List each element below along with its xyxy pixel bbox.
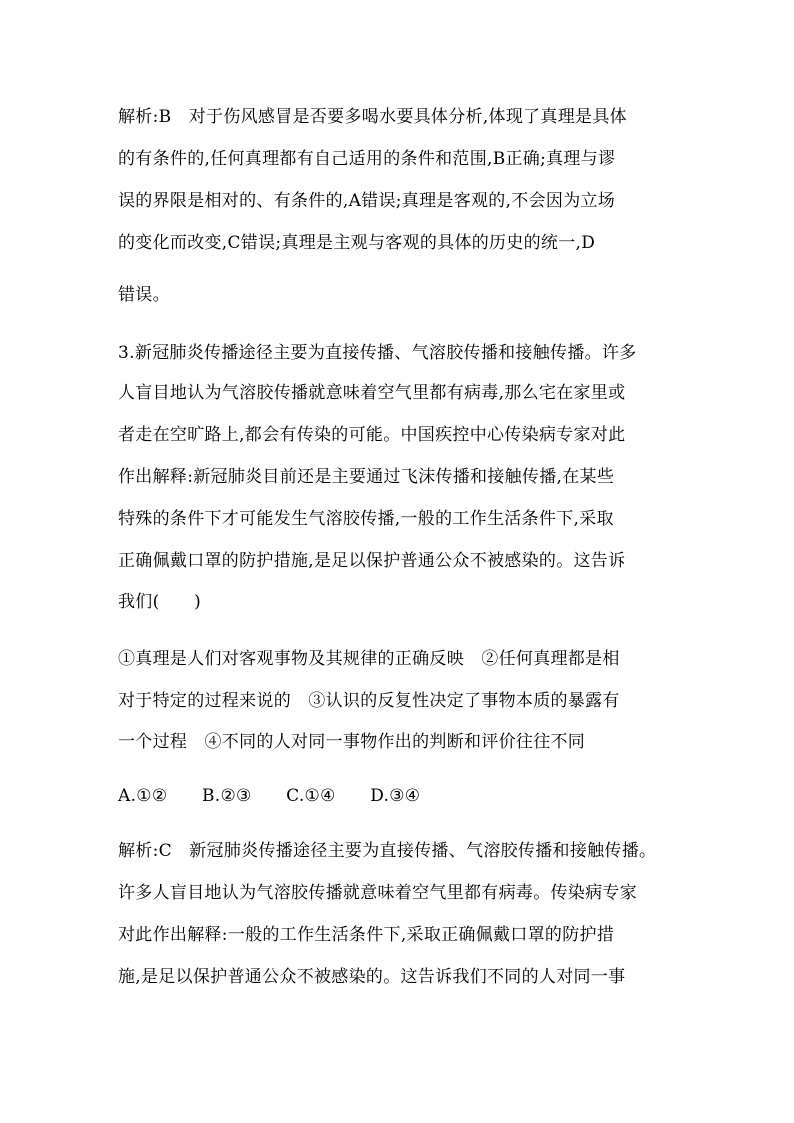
question-stem-line: 我们( )	[118, 592, 202, 612]
analysis-b-line: 解析:B 对于伤风感冒是否要多喝水要具体分析,体现了真理是具体	[118, 107, 627, 127]
statement-line: 一个过程 ④不同的人对同一事物作出的判断和评价往往不同	[118, 732, 586, 752]
question-stem-line: 者走在空旷路上,都会有传染的可能。中国疾控中心传染病专家对此	[118, 425, 626, 445]
analysis-b-line: 的有条件的,任何真理都有自己适用的条件和范围,B正确;真理与谬	[118, 149, 616, 169]
question-stem-line: 作出解释:新冠肺炎目前还是主要通过飞沫传播和接触传播,在某些	[118, 467, 615, 487]
analysis-b-line: 的变化而改变,C错误;真理是主观与客观的具体的历史的统一,D	[118, 233, 596, 253]
analysis-c-line: 解析:C 新冠肺炎传播途径主要为直接传播、气溶胶传播和接触传播。	[118, 841, 657, 861]
question-stem-line: 正确佩戴口罩的防护措施,是足以保护普通公众不被感染的。这告诉	[118, 551, 626, 571]
question-stem-line: 人盲目地认为气溶胶传播就意味着空气里都有病毒,那么宅在家里或	[118, 383, 626, 403]
analysis-b-line: 错误。	[118, 285, 170, 305]
statement-line: 对于特定的过程来说的 ③认识的反复性决定了事物本质的暴露有	[118, 691, 620, 711]
statement-line: ①真理是人们对客观事物及其规律的正确反映 ②任何真理都是相	[118, 649, 620, 669]
question-stem-line: 3.新冠肺炎传播途径主要为直接传播、气溶胶传播和接触传播。许多	[118, 343, 637, 363]
question-stem-line: 特殊的条件下才可能发生气溶胶传播,一般的工作生活条件下,采取	[118, 509, 614, 529]
answer-options: A.①② B.②③ C.①④ D.③④	[118, 786, 421, 806]
analysis-c-line: 施,是足以保护普通公众不被感染的。这告诉我们不同的人对同一事	[118, 967, 626, 987]
analysis-b-line: 误的界限是相对的、有条件的,A错误;真理是客观的,不会因为立场	[118, 191, 616, 211]
analysis-c-line: 对此作出解释:一般的工作生活条件下,采取正确佩戴口罩的防护措	[118, 925, 615, 945]
analysis-c-line: 许多人盲目地认为气溶胶传播就意味着空气里都有病毒。传染病专家	[118, 883, 637, 903]
